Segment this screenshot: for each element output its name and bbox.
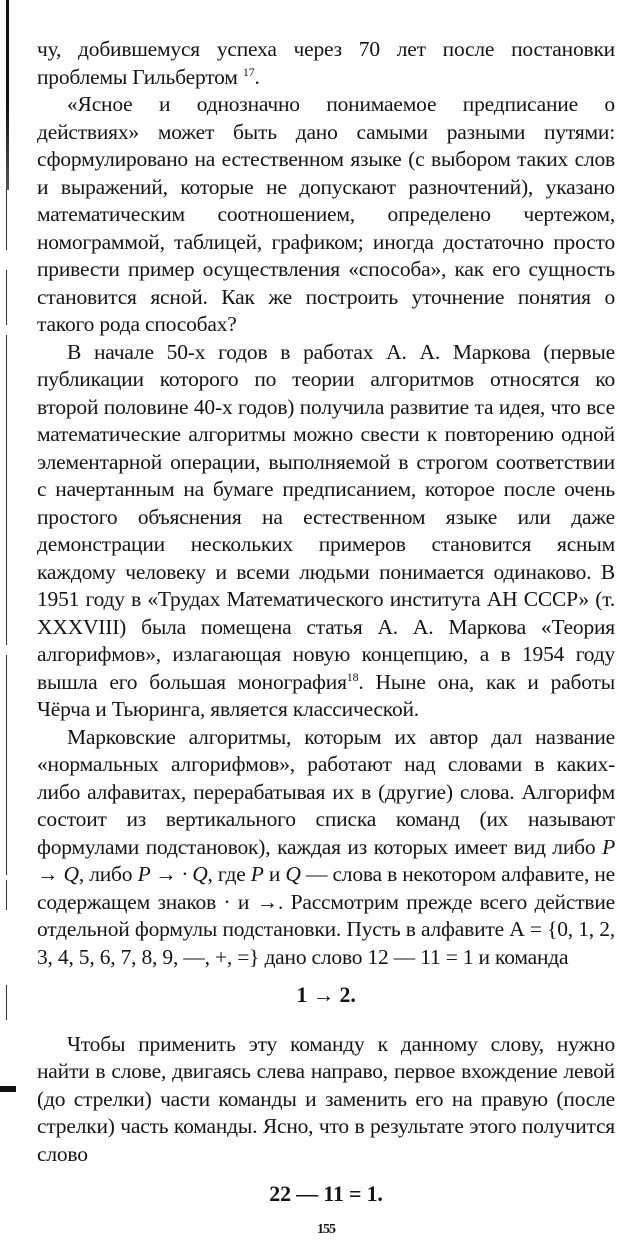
math-expression: Q: [285, 862, 300, 886]
scan-margin-line: [6, 985, 7, 1020]
paragraph-text: чу, добившемуся успеха через 70 лет после постановки проблемы Гильбертом: [37, 37, 615, 89]
result-formula: 22 — 11 = 1.: [37, 1180, 615, 1208]
paragraph-tail: . Ныне она, как и работы Чёрча и Тьюринга, является классической.: [37, 670, 615, 722]
scan-margin-line: [6, 655, 7, 875]
paragraph-text: , где: [208, 862, 251, 886]
math-expression: P → · Q: [138, 862, 208, 886]
paragraph-text: «Ясное и однозначно понимаемое предписание о действиях» может быть дано самыми разными путями: сформулировано на естественном языке (с выбором таких слов и выражений, которые не допускают разночтений), указано математическим соотношением, определено чертежом, номограммой, таблицей, графиком; иногда достаточно просто привести пример осуществления «способа», как его сущность становится ясной. Как же построить уточнение понятия о такого рода способах?: [37, 92, 615, 336]
paragraph-text: Чтобы применить эту команду к данному слову, нужно найти в слове, двигаясь слева направо, первое вхождение левой (до стрелки) части команды и заменить его на правую (после стрелки) часть команды. Ясно, что в результате этого получится слово: [37, 1032, 615, 1166]
scan-corner-mark: [0, 1086, 16, 1092]
paragraph-3: [37, 339, 615, 724]
paragraph-4: [37, 724, 615, 972]
command-formula: 1 → 2.: [37, 981, 615, 1009]
paragraph-1: [37, 36, 615, 91]
paragraph-tail: .: [254, 65, 259, 89]
math-expression: P → Q: [37, 835, 615, 887]
book-page: [37, 36, 615, 1243]
paragraph-text: Марковские алгоритмы, которым их автор дал название «нормальных алгорифмов», работают над словами в каких-либо алфавитах, перерабатывая их в (другие) слова. Алгорифм состоит из вертикального списка команд (их называют формулами подстановок), каждая из которых имеет вид либо: [37, 725, 615, 859]
page-number: 155: [37, 1216, 615, 1243]
scan-margin-bar: [6, 0, 9, 190]
paragraph-text: В начале 50-х годов в работах А. А. Маркова (первые публикации которого по теории алгоритмов относятся ко второй половине 40-х годов) получила развитие та идея, что все математические алгоритмы можно свести к повторению одной элементарной операции, выполняемой в строгом соответствии с начертанным на бумаге предписанием, которое после очень простого объяснения на естественном языке или даже демонстрации нескольких примеров становится ясным каждому человеку и всеми людьми понимается одинаково. В 1951 году в «Трудах Математического института АН СССР» (т. XXXVIII) была помещена статья А. А. Маркова «Теория алгорифмов», излагающая новую концепцию, а в 1954 году вышла его большая монография: [37, 340, 615, 694]
paragraph-5: [37, 1031, 615, 1169]
footnote-ref: 17: [243, 64, 255, 78]
math-expression: P: [251, 862, 264, 886]
paragraph-text: , либо: [79, 862, 138, 886]
scan-margin-line: [6, 335, 7, 645]
scan-margin-line: [6, 880, 7, 910]
paragraph-2: [37, 91, 615, 339]
paragraph-text: — слова в некотором алфавите, не содержащем знаков · и →. Рассмотрим прежде всего действие отдельной формулы подстановки. Пусть в алфавите А = {0, 1, 2, 3, 4, 5, 6, 7, 8, 9, —, +, =} дано слово 12 — 11 = 1 и команда: [37, 862, 615, 969]
footnote-ref: 18: [347, 669, 359, 683]
scan-margin-line: [6, 190, 7, 250]
paragraph-text: и: [264, 862, 286, 886]
scan-margin-line: [6, 270, 7, 325]
